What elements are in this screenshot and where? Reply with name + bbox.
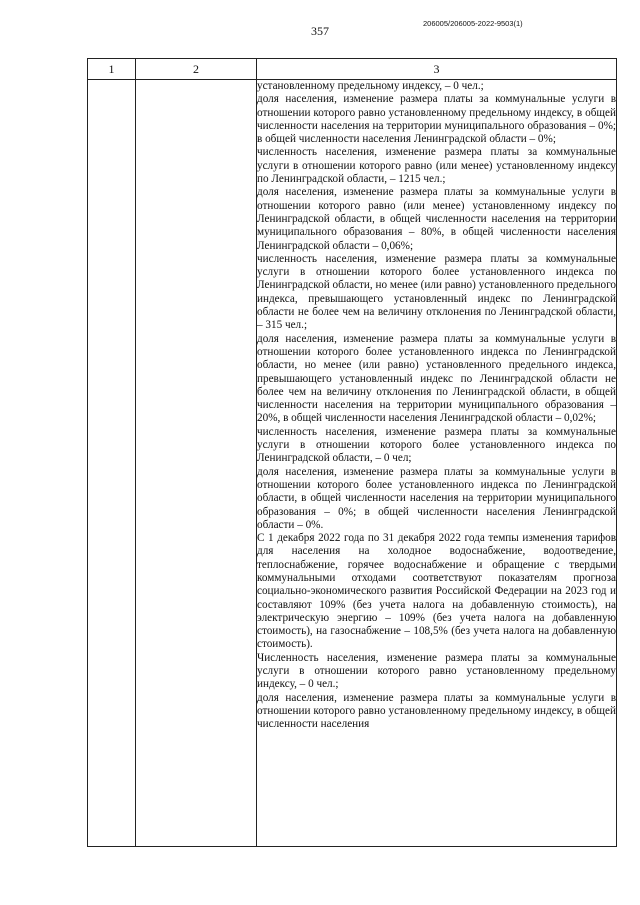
paragraph: установленному предельному индексу, – 0 чел.; <box>257 80 484 92</box>
document-id: 206005/206005-2022-9503(1) <box>423 19 523 28</box>
cell-column-2 <box>136 80 257 847</box>
cell-column-1 <box>88 80 136 847</box>
paragraph: численность населения, изменение размера платы за коммунальные услуги в отношении которого более установленного индекса по Ленинградской области, – 0 чел; <box>257 425 616 465</box>
page-number: 357 <box>311 24 329 38</box>
column-header-3: 3 <box>257 59 617 80</box>
paragraph: доля населения, изменение размера платы за коммунальные услуги в отношении которого равно (или менее) установленному индексу по Ленинградской области, в общей численности населения на территории муниципального образования – 80%, в общей численности населения Ленинградской области – 0,06%; <box>257 186 616 252</box>
cell-column-3 <box>257 80 617 847</box>
paragraph: численность населения, изменение размера платы за коммунальные услуги в отношении которого равно (или менее) установленному индексу по Ленинградской области, – 1215 чел.; <box>257 146 616 186</box>
paragraph: доля населения, изменение размера платы за коммунальные услуги в отношении которого более установленного индекса по Ленинградской области, но менее (или равно) установленного предельного индекса, превышающего установленный индекс по Ленинградской области не более чем на величину отклонения по Ленинградской области, в общей численности населения на территории муниципального образования – 20%, в общей численности населения Ленинградской области – 0,02%; <box>257 332 616 425</box>
paragraph: Численность населения, изменение размера платы за коммунальные услуги в отношении которого равно установленному предельному индексу, – 0 чел.; <box>257 651 616 691</box>
column-header-1: 1 <box>88 59 136 80</box>
paragraph: доля населения, изменение размера платы за коммунальные услуги в отношении которого равно установленному предельному индексу, в общей численности населения <box>257 691 616 731</box>
paragraph: доля населения, изменение размера платы за коммунальные услуги в отношении которого равно установленному предельному индексу, в общей численности населения на территории муниципального образования – 0%; в общей численности населения Ленинградской области – 0%; <box>257 93 616 146</box>
paragraph: С 1 декабря 2022 года по 31 декабря 2022 года темпы изменения тарифов для населения на холодное водоснабжение, водоотведение, теплоснабжение, горячее водоснабжение и обращение с твердыми коммунальными отходами соответствуют показателям прогноза социально-экономического развития Российской Федерации на 2023 год и составляют 109% (без учета налога на добавленную стоимость), на электрическую энергию – 109% (без учета налога на добавленную стоимость), на газоснабжение – 108,5% (без учета налога на добавленную стоимость). <box>257 532 616 651</box>
column-header-2: 2 <box>136 59 257 80</box>
paragraph: численность населения, изменение размера платы за коммунальные услуги в отношении которого более установленного индекса по Ленинградской области, но менее (или равно) установленного предельного индекса, превышающего установленный индекс по Ленинградской области не более чем на величину отклонения по Ленинградской области, – 315 чел.; <box>257 252 616 332</box>
document-table <box>87 58 617 847</box>
paragraph: доля населения, изменение размера платы за коммунальные услуги в отношении которого более установленного индекса по Ленинградской области, в общей численности населения на территории муниципального образования – 0%; в общей численности населения Ленинградской области – 0%. <box>257 465 616 531</box>
table-row <box>88 80 617 847</box>
table-header-row <box>88 59 617 80</box>
